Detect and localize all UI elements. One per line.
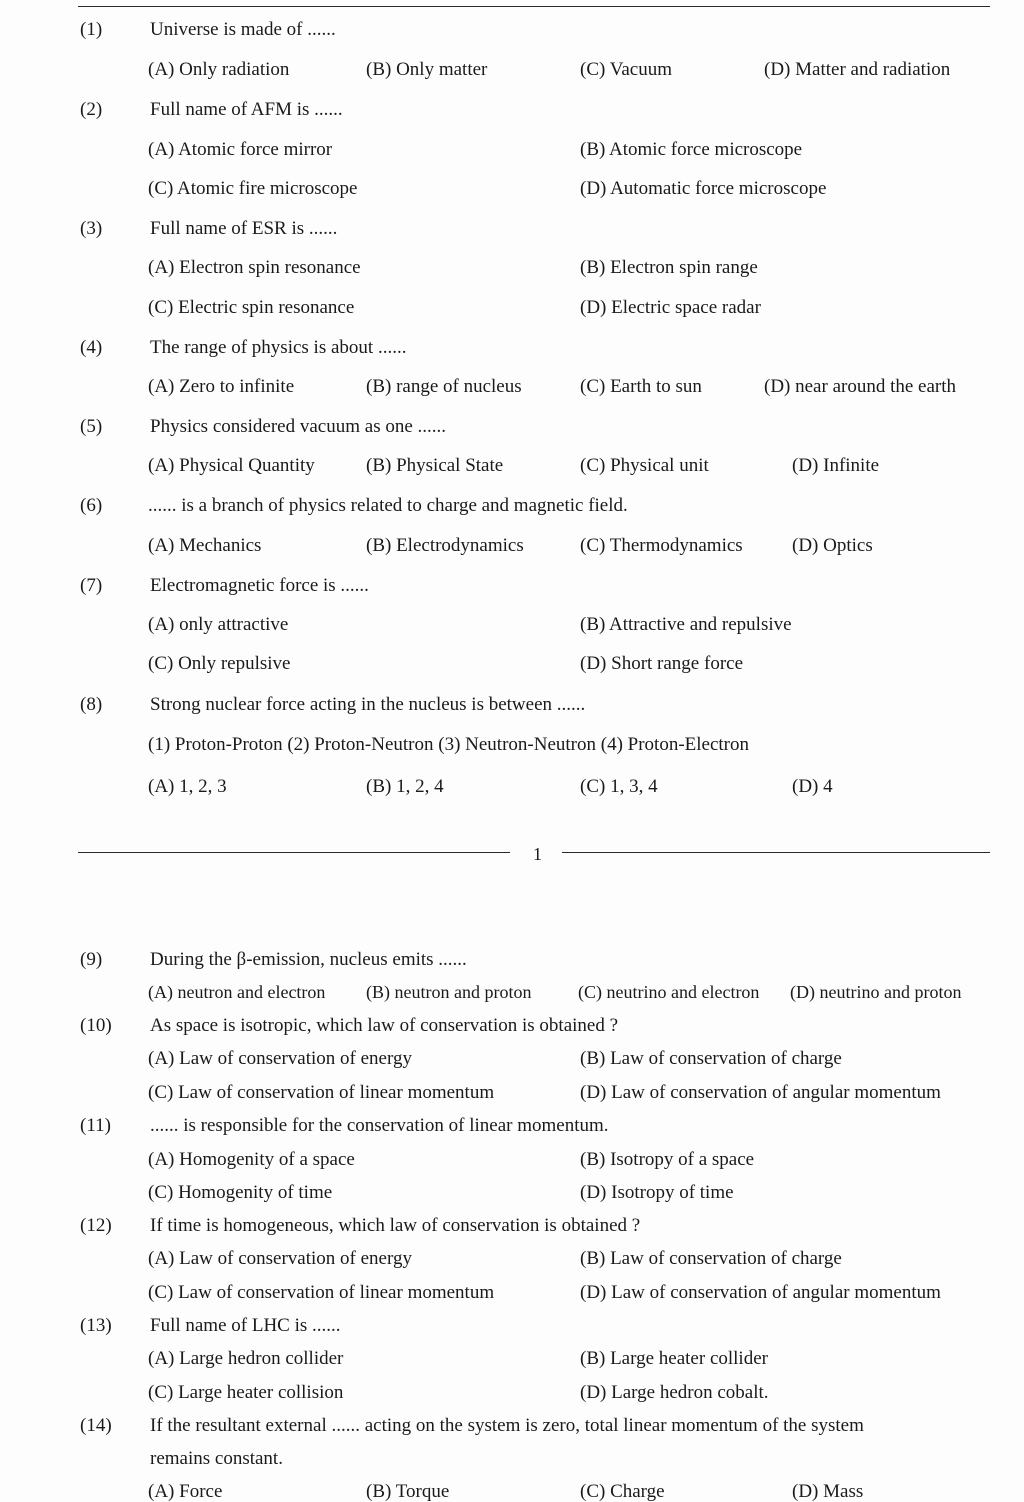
question-3-option-a: (A) Electron spin resonance <box>148 257 361 278</box>
question-7-option-c: (C) Only repulsive <box>148 653 291 674</box>
question-11-number: (11) <box>80 1115 111 1136</box>
question-3-option-d: (D) Electric space radar <box>580 297 761 318</box>
question-7-option-d: (D) Short range force <box>580 653 744 674</box>
question-9-option-b: (B) neutron and proton <box>366 982 532 1002</box>
question-6-number: (6) <box>80 495 103 516</box>
question-8-text: Strong nuclear force acting in the nucleus is between ...... <box>150 694 586 715</box>
question-2-number: (2) <box>80 99 103 120</box>
question-6-option-c: (C) Thermodynamics <box>580 535 743 556</box>
question-14-number: (14) <box>80 1415 112 1436</box>
question-8-number: (8) <box>80 694 103 715</box>
question-5-option-a: (A) Physical Quantity <box>148 455 315 476</box>
question-2-option-b: (B) Atomic force microscope <box>580 139 803 160</box>
question-13-option-a: (A) Large hedron collider <box>148 1348 344 1369</box>
question-1-option-b: (B) Only matter <box>366 59 488 80</box>
question-2-option-c: (C) Atomic fire microscope <box>148 178 358 199</box>
question-2-option-a: (A) Atomic force mirror <box>148 139 333 160</box>
question-12-option-d: (D) Law of conservation of angular momentum <box>580 1282 941 1303</box>
question-10-number: (10) <box>80 1015 112 1036</box>
page-separator-left <box>78 852 510 853</box>
question-12-number: (12) <box>80 1215 112 1236</box>
question-4-text: The range of physics is about ...... <box>150 337 407 358</box>
question-13-number: (13) <box>80 1315 112 1336</box>
question-7-number: (7) <box>80 575 103 596</box>
page-separator-right <box>562 852 990 853</box>
question-8-option-b: (B) 1, 2, 4 <box>366 776 444 797</box>
page-number: 1 <box>533 844 542 864</box>
question-4-option-d: (D) near around the earth <box>764 376 957 397</box>
question-2-option-d: (D) Automatic force microscope <box>580 178 827 199</box>
question-10-option-d: (D) Law of conservation of angular momentum <box>580 1082 941 1103</box>
question-11-text: ...... is responsible for the conservation of linear momentum. <box>150 1115 609 1136</box>
question-12-option-a: (A) Law of conservation of energy <box>148 1248 412 1269</box>
question-11-option-a: (A) Homogenity of a space <box>148 1149 355 1170</box>
question-1-number: (1) <box>80 19 103 40</box>
question-5-option-b: (B) Physical State <box>366 455 504 476</box>
question-14-text: If the resultant external ...... acting on the system is zero, total linear momentum of the system <box>150 1415 864 1436</box>
question-8-statements: (1) Proton-Proton (2) Proton-Neutron (3) Neutron-Neutron (4) Proton-Electron <box>148 734 750 755</box>
question-12-option-c: (C) Law of conservation of linear momentum <box>148 1282 495 1303</box>
question-7-option-b: (B) Attractive and repulsive <box>580 614 792 635</box>
question-10-option-c: (C) Law of conservation of linear momentum <box>148 1082 495 1103</box>
question-13-option-b: (B) Large heater collider <box>580 1348 768 1369</box>
question-7-text: Electromagnetic force is ...... <box>150 575 369 596</box>
question-8-option-c: (C) 1, 3, 4 <box>580 776 658 797</box>
question-2-text: Full name of AFM is ...... <box>150 99 343 120</box>
question-13-text: Full name of LHC is ...... <box>150 1315 341 1336</box>
question-8-option-a: (A) 1, 2, 3 <box>148 776 227 797</box>
question-4-option-a: (A) Zero to infinite <box>148 376 295 397</box>
question-12-text: If time is homogeneous, which law of conservation is obtained ? <box>150 1215 641 1236</box>
question-13-option-d: (D) Large hedron cobalt. <box>580 1382 769 1403</box>
question-11-option-b: (B) Isotropy of a space <box>580 1149 755 1170</box>
question-13-option-c: (C) Large heater collision <box>148 1382 344 1403</box>
question-7-option-a: (A) only attractive <box>148 614 289 635</box>
question-6-option-d: (D) Optics <box>792 535 873 556</box>
question-1-text: Universe is made of ...... <box>150 19 336 40</box>
question-9-option-c: (C) neutrino and electron <box>578 982 760 1002</box>
question-5-option-d: (D) Infinite <box>792 455 880 476</box>
question-9-option-d: (D) neutrino and proton <box>790 982 962 1002</box>
question-6-text: ...... is a branch of physics related to charge and magnetic field. <box>148 495 628 516</box>
question-3-option-c: (C) Electric spin resonance <box>148 297 355 318</box>
question-12-option-b: (B) Law of conservation of charge <box>580 1248 842 1269</box>
question-1-option-d: (D) Matter and radiation <box>764 59 951 80</box>
question-3-text: Full name of ESR is ...... <box>150 218 338 239</box>
question-9-option-a: (A) neutron and electron <box>148 982 326 1002</box>
question-8-option-d: (D) 4 <box>792 776 833 797</box>
question-14-option-c: (C) Charge <box>580 1481 665 1502</box>
question-14-option-b: (B) Torque <box>366 1481 450 1502</box>
question-14-option-a: (A) Force <box>148 1481 223 1502</box>
question-3-option-b: (B) Electron spin range <box>580 257 758 278</box>
question-14-option-d: (D) Mass <box>792 1481 864 1502</box>
question-1-option-c: (C) Vacuum <box>580 59 672 80</box>
question-6-option-a: (A) Mechanics <box>148 535 262 556</box>
question-9-text: During the β-emission, nucleus emits ...... <box>150 949 467 970</box>
question-1-option-a: (A) Only radiation <box>148 59 290 80</box>
question-4-option-b: (B) range of nucleus <box>366 376 522 397</box>
question-14-text-continued: remains constant. <box>150 1448 283 1469</box>
question-10-option-b: (B) Law of conservation of charge <box>580 1048 842 1069</box>
question-4-number: (4) <box>80 337 103 358</box>
question-10-text: As space is isotropic, which law of conservation is obtained ? <box>150 1015 619 1036</box>
question-6-option-b: (B) Electrodynamics <box>366 535 524 556</box>
top-rule <box>78 6 990 7</box>
question-3-number: (3) <box>80 218 103 239</box>
question-5-number: (5) <box>80 416 103 437</box>
question-5-option-c: (C) Physical unit <box>580 455 709 476</box>
question-11-option-c: (C) Homogenity of time <box>148 1182 333 1203</box>
question-10-option-a: (A) Law of conservation of energy <box>148 1048 412 1069</box>
question-4-option-c: (C) Earth to sun <box>580 376 702 397</box>
question-11-option-d: (D) Isotropy of time <box>580 1182 734 1203</box>
question-5-text: Physics considered vacuum as one ...... <box>150 416 447 437</box>
question-9-number: (9) <box>80 949 103 970</box>
